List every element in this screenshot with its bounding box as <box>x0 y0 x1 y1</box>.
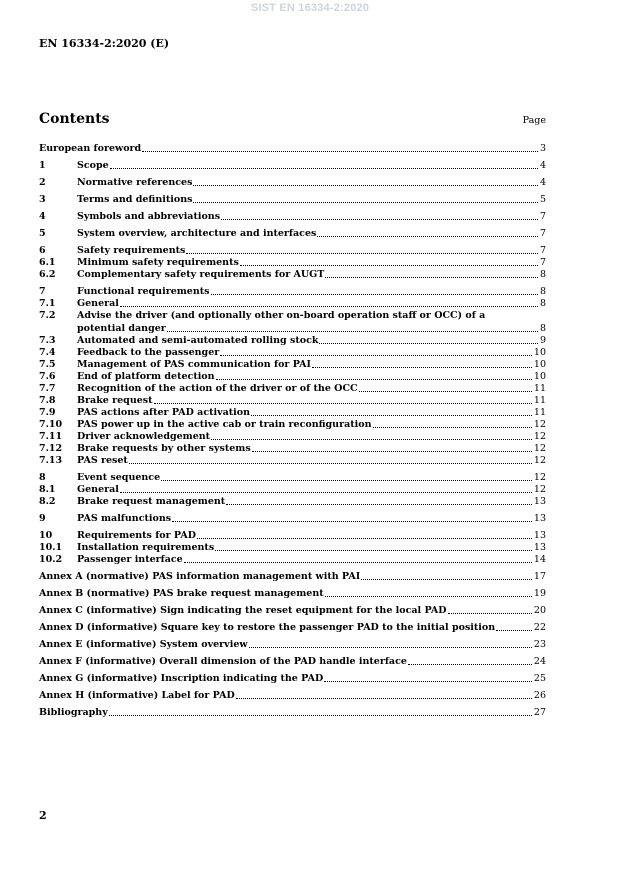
leader-dots <box>317 235 538 237</box>
toc-entry-number: 10.2 <box>39 554 63 565</box>
leader-dots <box>240 264 538 266</box>
toc-entry-title: Driver acknowledgement <box>77 431 211 442</box>
leader-dots <box>184 561 532 563</box>
toc-entry-title: Feedback to the passenger <box>77 347 220 358</box>
toc-entry[interactable] <box>39 298 546 309</box>
toc-entry[interactable] <box>39 286 546 297</box>
leader-dots <box>359 390 532 392</box>
leader-dots <box>325 276 538 278</box>
toc-entry-page: 12 <box>533 472 546 483</box>
toc-entry-title: Passenger interface <box>77 554 183 565</box>
watermark: SIST EN 16334-2:2020 <box>250 2 370 14</box>
toc-entry-number: 7.13 <box>39 455 63 466</box>
toc-entry-title: Normative references <box>77 177 193 188</box>
toc-entry-page: 25 <box>533 673 546 684</box>
toc-entry[interactable] <box>39 177 546 188</box>
leader-dots <box>319 342 538 344</box>
toc-entry-page: 8 <box>539 298 546 309</box>
toc-entry[interactable] <box>39 443 546 454</box>
leader-dots <box>448 612 532 614</box>
leader-dots <box>120 305 538 307</box>
toc-entry[interactable] <box>39 455 546 466</box>
leader-dots <box>186 252 538 254</box>
toc-entry[interactable] <box>39 143 546 154</box>
toc-entry[interactable] <box>39 269 546 280</box>
leader-dots <box>236 697 532 699</box>
leader-dots <box>226 503 532 505</box>
toc-entry-page: 7 <box>539 245 546 256</box>
toc-entry-page: 20 <box>533 605 546 616</box>
toc-entry-title: Annex H (informative) Label for PAD <box>39 690 235 701</box>
toc-entry[interactable] <box>39 496 546 507</box>
toc-entry[interactable] <box>39 690 546 701</box>
toc-entry-title: Terms and definitions <box>77 194 193 205</box>
toc-entry[interactable] <box>39 530 546 541</box>
toc-entry[interactable] <box>39 431 546 442</box>
toc-entry-title: Annex A (normative) PAS information management with PAI <box>39 571 361 582</box>
toc-entry-title: End of platform detection <box>77 371 215 382</box>
table-of-contents <box>39 143 546 718</box>
toc-entry[interactable] <box>39 211 546 222</box>
toc-entry-title: Annex D (informative) Square key to restore the passenger PAD to the initial position <box>39 622 496 633</box>
toc-entry-number: 1 <box>39 160 46 171</box>
toc-entry-number: 6.1 <box>39 257 56 268</box>
toc-entry-page: 12 <box>533 484 546 495</box>
toc-entry-page: 12 <box>533 431 546 442</box>
toc-entry-page: 27 <box>533 707 546 718</box>
leader-dots <box>373 426 532 428</box>
toc-entry-page: 14 <box>533 554 546 565</box>
toc-entry-number: 7.4 <box>39 347 56 358</box>
toc-entry[interactable] <box>39 542 546 553</box>
toc-entry-title: Recognition of the action of the driver or of the OCC <box>77 383 358 394</box>
toc-entry[interactable] <box>39 588 546 599</box>
toc-entry-number: 9 <box>39 513 46 524</box>
toc-entry-title: Annex C (informative) Sign indicating the reset equipment for the local PAD <box>39 605 447 616</box>
toc-entry-number: 4 <box>39 211 46 222</box>
leader-dots <box>215 549 532 551</box>
toc-entry-page: 13 <box>533 513 546 524</box>
toc-entry-title: Installation requirements <box>77 542 215 553</box>
toc-entry-page: 24 <box>533 656 546 667</box>
toc-entry-page: 12 <box>533 455 546 466</box>
toc-entry-title: Event sequence <box>77 472 161 483</box>
toc-entry-number: 6.2 <box>39 269 56 280</box>
toc-entry[interactable] <box>39 194 546 205</box>
toc-entry-title: Annex F (informative) Overall dimension of the PAD handle interface <box>39 656 407 667</box>
toc-entry[interactable] <box>39 639 546 650</box>
toc-entry-number: 7.9 <box>39 407 56 418</box>
leader-dots <box>220 354 532 356</box>
leader-dots <box>324 680 532 682</box>
leader-dots <box>109 714 532 716</box>
toc-entry-number: 7.1 <box>39 298 56 309</box>
leader-dots <box>312 366 532 368</box>
document-id: EN 16334-2:2020 (E) <box>39 37 170 50</box>
toc-entry-page: 10 <box>533 371 546 382</box>
toc-entry-number: 7.10 <box>39 419 63 430</box>
toc-entry-page: 11 <box>533 383 546 394</box>
page-number: 2 <box>39 809 47 822</box>
toc-entry-title: PAS malfunctions <box>77 513 172 524</box>
toc-entry-page: 5 <box>539 194 546 205</box>
toc-entry[interactable] <box>39 419 546 430</box>
leader-dots <box>167 330 538 332</box>
leader-dots <box>361 578 532 580</box>
toc-entry-page: 17 <box>533 571 546 582</box>
toc-entry[interactable] <box>39 472 546 483</box>
toc-entry-page: 13 <box>533 530 546 541</box>
toc-entry-page: 8 <box>539 286 546 297</box>
leader-dots <box>496 629 532 631</box>
leader-dots <box>252 450 532 452</box>
leader-dots <box>408 663 532 665</box>
leader-dots <box>211 438 532 440</box>
leader-dots <box>161 479 532 481</box>
toc-entry-title: Symbols and abbreviations <box>77 211 221 222</box>
toc-entry-title: Brake request management <box>77 496 226 507</box>
toc-entry-number: 10 <box>39 530 53 541</box>
toc-entry[interactable] <box>39 160 546 171</box>
toc-entry-number: 7.8 <box>39 395 56 406</box>
toc-entry-title: General <box>77 484 119 495</box>
toc-entry-number: 7.7 <box>39 383 56 394</box>
toc-entry-page: 12 <box>533 419 546 430</box>
toc-entry-title: Annex E (informative) System overview <box>39 639 248 650</box>
toc-entry-title: PAS power up in the active cab or train reconfiguration <box>77 419 372 430</box>
toc-entry-page: 22 <box>533 622 546 633</box>
toc-entry-title: Complementary safety requirements for AUGT <box>77 269 325 280</box>
toc-entry-title: Bibliography <box>39 707 108 718</box>
toc-entry-title: Advise the driver (and optionally other on-board operation staff or OCC) of a <box>77 310 486 321</box>
toc-entry-page: 4 <box>539 160 546 171</box>
toc-entry[interactable] <box>39 371 546 382</box>
toc-entry-number: 8.2 <box>39 496 56 507</box>
toc-entry[interactable] <box>39 245 546 256</box>
toc-entry[interactable] <box>39 395 546 406</box>
toc-entry-title: PAS reset <box>77 455 128 466</box>
leader-dots <box>216 378 532 380</box>
toc-entry[interactable] <box>39 513 546 524</box>
toc-entry-page: 13 <box>533 496 546 507</box>
toc-entry-title: Minimum safety requirements <box>77 257 239 268</box>
toc-entry-title: Requirements for PAD <box>77 530 196 541</box>
toc-entry-title: Annex G (informative) Inscription indicating the PAD <box>39 673 324 684</box>
toc-entry-page: 19 <box>533 588 546 599</box>
toc-entry-title: Brake request <box>77 395 153 406</box>
leader-dots <box>110 167 538 169</box>
toc-entry-number: 8.1 <box>39 484 56 495</box>
leader-dots <box>172 520 532 522</box>
toc-entry[interactable] <box>39 310 546 334</box>
toc-entry-page: 26 <box>533 690 546 701</box>
toc-entry-title: Management of PAS communication for PAI <box>77 359 311 370</box>
toc-entry-page: 7 <box>539 211 546 222</box>
leader-dots <box>129 462 532 464</box>
toc-entry-title: Automated and semi-automated rolling stock <box>77 335 319 346</box>
toc-entry-page: 11 <box>533 395 546 406</box>
leader-dots <box>197 537 532 539</box>
toc-entry[interactable] <box>39 335 546 346</box>
toc-entry-number: 7.3 <box>39 335 56 346</box>
leader-dots <box>325 595 532 597</box>
toc-entry-number: 10.1 <box>39 542 63 553</box>
toc-entry-number: 7.5 <box>39 359 56 370</box>
toc-entry[interactable] <box>39 656 546 667</box>
toc-entry-title: Brake requests by other systems <box>77 443 251 454</box>
toc-entry-title: System overview, architecture and interfaces <box>77 228 317 239</box>
toc-entry[interactable] <box>39 707 546 718</box>
toc-entry-title: Scope <box>77 160 109 171</box>
toc-entry[interactable] <box>39 347 546 358</box>
toc-entry-title: Annex B (normative) PAS brake request management <box>39 588 324 599</box>
toc-entry-title: European foreword <box>39 143 142 154</box>
toc-entry-page: 8 <box>539 269 546 280</box>
toc-entry-title-continued: potential danger <box>77 323 166 334</box>
toc-entry[interactable] <box>39 571 546 582</box>
page-title: Contents <box>39 111 110 127</box>
toc-entry-page: 7 <box>539 257 546 268</box>
toc-entry-page: 13 <box>533 542 546 553</box>
toc-entry-page: 4 <box>539 177 546 188</box>
toc-entry-page: 23 <box>533 639 546 650</box>
toc-entry-title: Safety requirements <box>77 245 186 256</box>
leader-dots <box>193 184 538 186</box>
toc-entry-number: 3 <box>39 194 46 205</box>
toc-entry[interactable] <box>39 407 546 418</box>
toc-entry-title: General <box>77 298 119 309</box>
toc-entry-page: 10 <box>533 359 546 370</box>
toc-entry[interactable] <box>39 673 546 684</box>
toc-entry-page: 9 <box>539 335 546 346</box>
toc-entry-page: 12 <box>533 443 546 454</box>
toc-entry-number: 2 <box>39 177 46 188</box>
toc-entry-page: 7 <box>539 228 546 239</box>
toc-entry-number: 7.11 <box>39 431 63 442</box>
leader-dots <box>211 293 538 295</box>
toc-entry[interactable] <box>39 554 546 565</box>
leader-dots <box>193 201 538 203</box>
toc-entry[interactable] <box>39 257 546 268</box>
toc-entry-number: 5 <box>39 228 46 239</box>
toc-entry-number: 8 <box>39 472 46 483</box>
toc-entry[interactable] <box>39 359 546 370</box>
toc-entry-number: 7.2 <box>39 310 56 321</box>
toc-entry[interactable] <box>39 622 546 633</box>
toc-entry-page: 10 <box>533 347 546 358</box>
toc-entry-page: 11 <box>533 407 546 418</box>
leader-dots <box>154 402 532 404</box>
toc-entry[interactable] <box>39 228 546 239</box>
toc-entry-page: 3 <box>539 143 546 154</box>
toc-entry-number: 7.12 <box>39 443 63 454</box>
toc-entry[interactable] <box>39 605 546 616</box>
toc-entry-page: 8 <box>539 323 546 334</box>
toc-entry-title: Functional requirements <box>77 286 210 297</box>
page-column-label: Page <box>522 115 546 126</box>
leader-dots <box>251 414 532 416</box>
toc-entry-number: 7.6 <box>39 371 56 382</box>
leader-dots <box>249 646 532 648</box>
toc-entry-number: 6 <box>39 245 46 256</box>
leader-dots <box>221 218 538 220</box>
toc-entry[interactable] <box>39 383 546 394</box>
toc-entry[interactable] <box>39 484 546 495</box>
toc-entry-title: PAS actions after PAD activation <box>77 407 251 418</box>
leader-dots <box>142 150 538 152</box>
leader-dots <box>120 491 532 493</box>
toc-entry-number: 7 <box>39 286 46 297</box>
